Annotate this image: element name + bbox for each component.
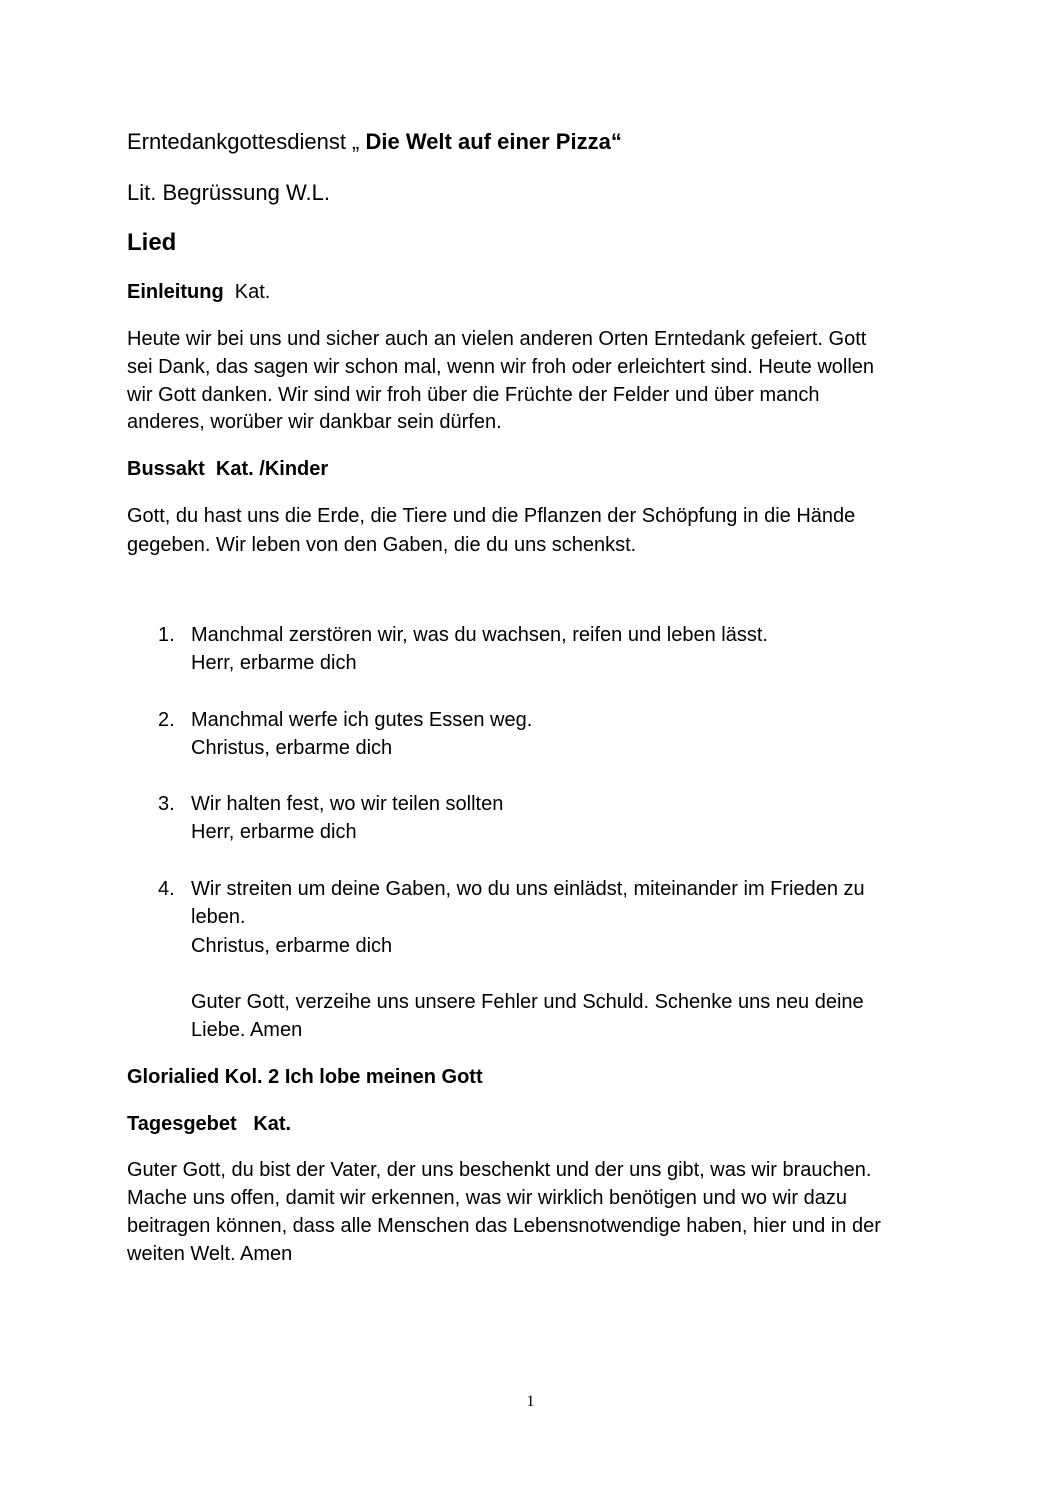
list-number: 2. xyxy=(158,709,175,731)
penance-closing-line: Liebe. Amen xyxy=(191,1019,303,1041)
intro-line: Heute wir bei uns und sicher auch an vielen anderen Orten Erntedank gefeiert. Gott xyxy=(127,328,867,350)
list-item-response: Herr, erbarme dich xyxy=(191,821,357,843)
title-bold: Die Welt auf einer Pizza“ xyxy=(365,129,622,154)
list-item-response: Christus, erbarme dich xyxy=(191,737,393,759)
intro-speaker: Kat. xyxy=(223,281,271,303)
document-title xyxy=(127,129,622,155)
penance-line: Gott, du hast uns die Erde, die Tiere und die Pflanzen der Schöpfung in die Hände xyxy=(127,505,856,527)
collect-line: beitragen können, dass alle Menschen das Lebensnotwendige haben, hier und in der xyxy=(127,1215,881,1237)
song-heading: Lied xyxy=(127,229,177,256)
list-number: 1. xyxy=(158,624,175,646)
list-number: 4. xyxy=(158,878,175,900)
intro-line: sei Dank, das sagen wir schon mal, wenn wir froh oder erleichtert sind. Heute wollen xyxy=(127,356,875,378)
list-item-line: Wir halten fest, wo wir teilen sollten xyxy=(191,793,504,815)
intro-heading xyxy=(127,280,270,304)
title-prefix: Erntedankgottesdienst „ xyxy=(127,129,366,154)
intro-line: anderes, worüber wir dankbar sein dürfen. xyxy=(127,411,502,433)
collect-line: Mache uns offen, damit wir erkennen, was wir wirklich benötigen und wo wir dazu xyxy=(127,1187,847,1209)
list-item-response: Christus, erbarme dich xyxy=(191,935,393,957)
intro-heading-label: Einleitung xyxy=(127,281,224,303)
list-item-line: leben. xyxy=(191,906,246,928)
collect-line: weiten Welt. Amen xyxy=(127,1243,293,1265)
penance-line: gegeben. Wir leben von den Gaben, die du uns schenkst. xyxy=(127,534,637,556)
collect-line: Guter Gott, du bist der Vater, der uns beschenkt und der uns gibt, was wir brauchen. xyxy=(127,1159,872,1181)
collect-heading: Tagesgebet Kat. xyxy=(127,1113,292,1135)
gloria-heading: Glorialied Kol. 2 Ich lobe meinen Gott xyxy=(127,1066,483,1088)
penance-heading: Bussakt Kat. /Kinder xyxy=(127,458,329,480)
penance-closing-line: Guter Gott, verzeihe uns unsere Fehler und Schuld. Schenke uns neu deine xyxy=(191,991,864,1013)
greeting-heading: Lit. Begrüssung W.L. xyxy=(127,180,330,205)
page-number: 1 xyxy=(526,1393,535,1410)
list-item-line: Manchmal zerstören wir, was du wachsen, reifen und leben lässt. xyxy=(191,624,768,646)
list-item-line: Manchmal werfe ich gutes Essen weg. xyxy=(191,709,533,731)
intro-line: wir Gott danken. Wir sind wir froh über die Früchte der Felder und über manch xyxy=(127,384,820,406)
list-item-response: Herr, erbarme dich xyxy=(191,652,357,674)
list-number: 3. xyxy=(158,793,175,815)
list-item-line: Wir streiten um deine Gaben, wo du uns einlädst, miteinander im Frieden zu xyxy=(191,878,865,900)
